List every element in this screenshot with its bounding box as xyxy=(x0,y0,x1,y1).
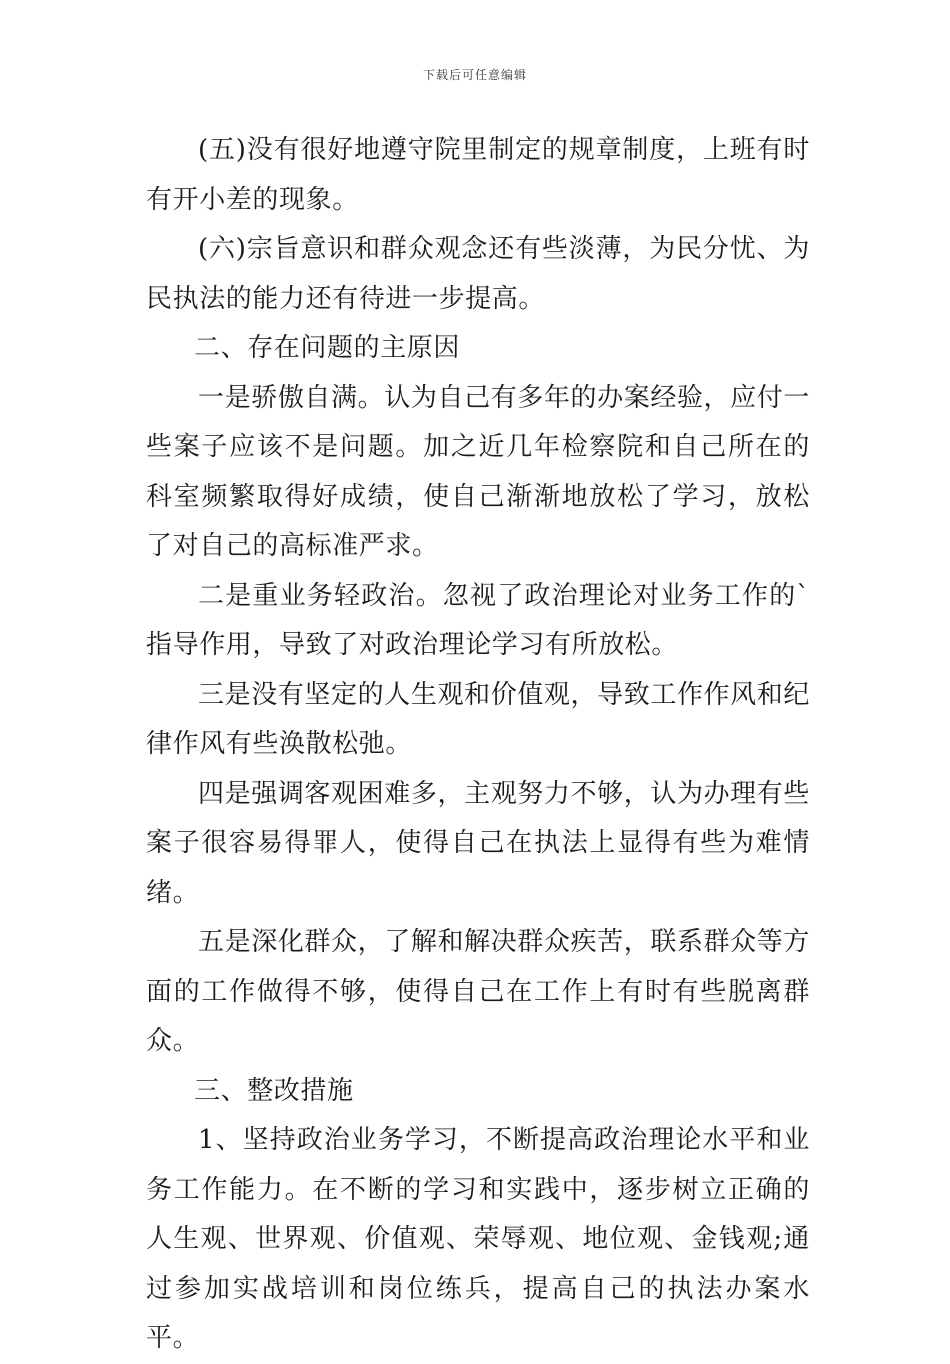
paragraph-cause-5: 五是深化群众，了解和解决群众疾苦，联系群众等方面的工作做得不够，使得自己在工作上有时有些脱离群众。 xyxy=(146,927,810,1056)
paragraph-measure-1: 1、坚持政治业务学习，不断提高政治理论水平和业务工作能力。在不断的学习和实践中，逐步树立正确的人生观、世界观、价值观、荣辱观、地位观、金钱观;通过参加实战培训和岗位练兵，提高自己的执法办案水平。 xyxy=(146,1125,810,1353)
paragraph-item-5: (五)没有很好地遵守院里制定的规章制度，上班有时有开小差的现象。 xyxy=(146,135,810,215)
paragraph-cause-3: 三是没有坚定的人生观和价值观，导致工作作风和纪律作风有些涣散松弛。 xyxy=(146,679,810,759)
paragraph-cause-1: 一是骄傲自满。认为自己有多年的办案经验，应付一些案子应该不是问题。加之近几年检察院和自己所在的科室频繁取得好成绩，使自己渐渐地放松了学习，放松了对自己的高标准严求。 xyxy=(146,382,810,561)
page-header-note: 下载后可任意编辑 xyxy=(422,68,527,82)
paragraph-item-6: (六)宗旨意识和群众观念还有些淡薄，为民分忧、为民执法的能力还有待进一步提高。 xyxy=(146,234,810,314)
section-heading-measures: 三、整改措施 xyxy=(194,1075,354,1106)
document-body xyxy=(146,126,810,1364)
paragraph-cause-2: 二是重业务轻政治。忽视了政治理论对业务工作的`指导作用，导致了对政治理论学习有所放松。 xyxy=(146,580,810,660)
paragraph-cause-4: 四是强调客观困难多，主观努力不够，认为办理有些案子很容易得罪人，使得自己在执法上显得有些为难情绪。 xyxy=(146,778,810,908)
section-heading-causes: 二、存在问题的主原因 xyxy=(194,333,461,363)
